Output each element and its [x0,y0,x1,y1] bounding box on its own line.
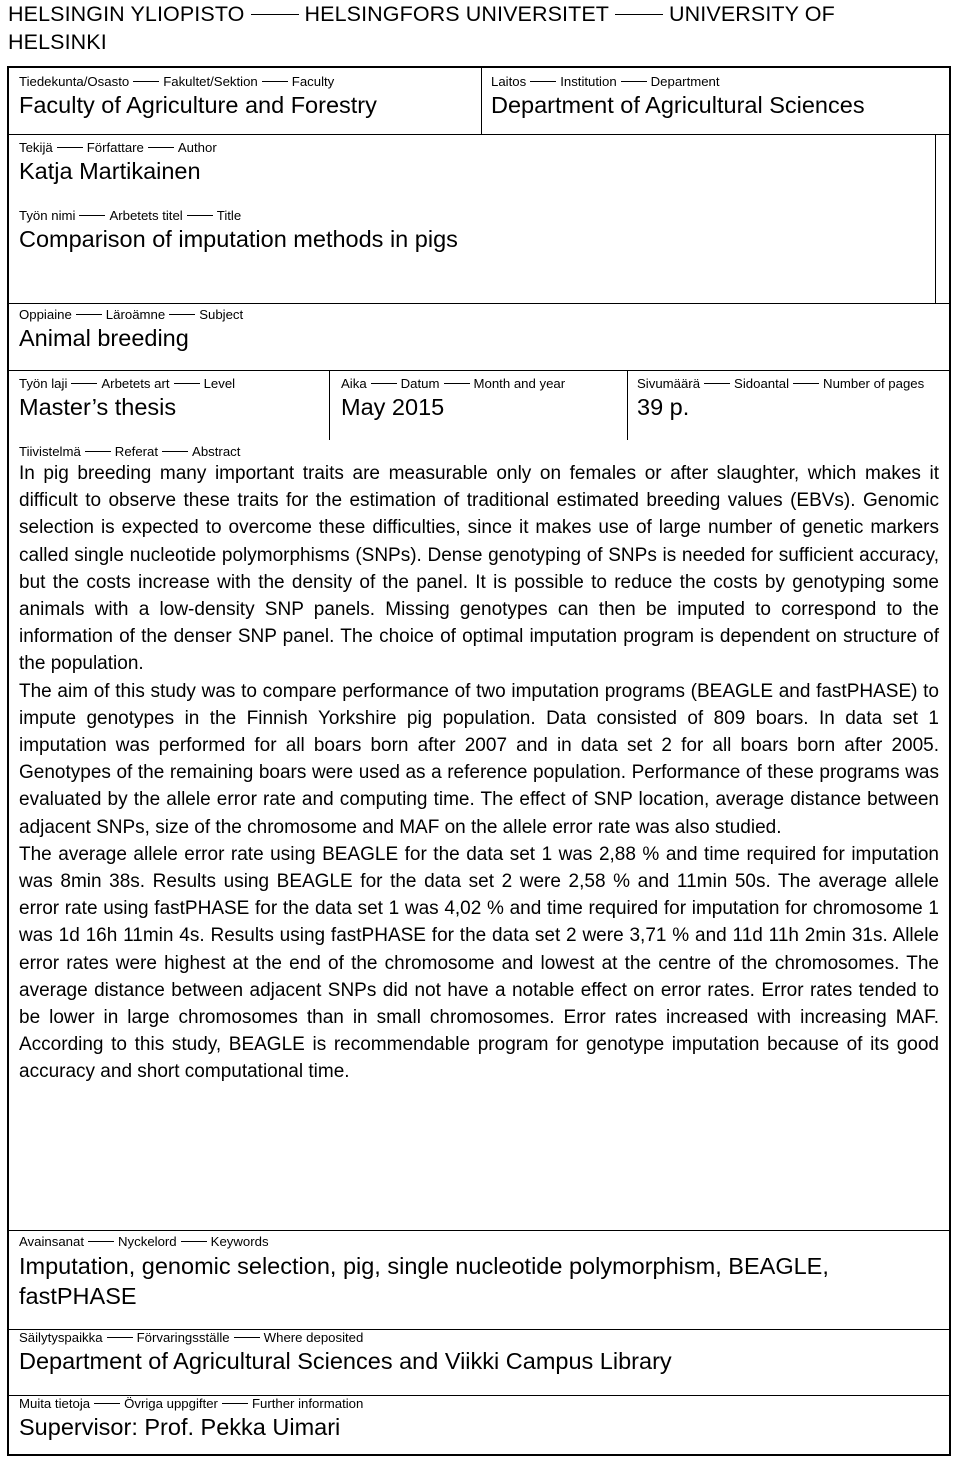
subject-label: Oppiaine Läroämne Subject [19,307,244,322]
department-label: Laitos Institution Department [491,74,720,89]
abstract-label: Tiivistelmä Referat Abstract [19,444,241,459]
abstract-body [19,460,939,1086]
divider [9,1230,949,1231]
keywords-value: Imputation, genomic selection, pig, single nucleotide polymorphism, BEAGLE, fastPHASE [19,1253,829,1309]
dash-separator [251,14,299,15]
divider [9,134,949,135]
divider [481,68,482,134]
level-value: Master’s thesis [19,394,177,420]
header-english: UNIVERSITY OF HELSINKI [8,2,835,54]
divider [9,303,949,304]
date-value: May 2015 [341,394,445,420]
keywords-label: Avainsanat Nyckelord Keywords [19,1234,269,1249]
author-value: Katja Martikainen [19,158,201,184]
faculty-value: Faculty of Agriculture and Forestry [19,92,377,118]
title-label: Työn nimi Arbetets titel Title [19,208,242,223]
header-swedish: HELSINGFORS UNIVERSITET [304,2,610,26]
pages-label: Sivumäärä Sidoantal Number of pages [637,376,925,391]
further-info-label: Muita tietoja Övriga uppgifter Further information [19,1396,364,1411]
date-label: Aika Datum Month and year [341,376,566,391]
author-label: Tekijä Författare Author [19,140,217,155]
deposited-label: Säilytyspaikka Förvaringsställe Where deposited [19,1330,364,1345]
divider [627,370,628,440]
abstract-paragraph: The aim of this study was to compare performance of two imputation programs (BEAGLE and fastPHASE) to impute genotypes in the Finnish Yorkshire pig population. Data consisted of 809 boars. In data set 1 imputation was performed for all boars born after 2007 and in data set 2 for all boars born after 2005. Genotypes of the remaining boars were used as a reference population. Performance of these programs was evaluated by the allele error rate and computing time. The effect of SNP location, average distance between adjacent SNPs, size of the chromosome and MAF on the allele error rate was also studied. [19,680,939,838]
abstract-paragraph: The average allele error rate using BEAGLE for the data set 1 was 2,88 % and time required for imputation was 8min 38s. Results using BEAGLE for the data set 2 were 2,58 % and 11min 50s. The average allele error rate using fastPHASE for the data set 1 was 4,02 % and time required for imputation for chromosome 1 was 1d 16h 11min 4s. Results using fastPHASE for the data set 2 were 3,71 % and 11d 11h 2min 31s. Allele error rates were highest at the end of the chromosome and lowest at the centre of the chromosomes. The average distance between adjacent SNPs did not have a notable effect on error rates. Error rates tended to be lower in large chromosomes than in small chromosomes. Error rates increased with increasing MAF. According to this study, BEAGLE is recommendable program for genotype imputation because of its good accuracy and short computational time. [19,843,939,1083]
title-value: Comparison of imputation methods in pigs [19,226,458,252]
level-label: Työn laji Arbetets art Level [19,376,236,391]
deposited-value: Department of Agricultural Sciences and Viikki Campus Library [19,1348,672,1374]
subject-value: Animal breeding [19,325,189,351]
faculty-label: Tiedekunta/Osasto Fakultet/Sektion Faculty [19,74,335,89]
divider [9,370,949,371]
header-finnish: HELSINGIN YLIOPISTO [8,2,245,26]
dash-separator [615,14,663,15]
pages-value: 39 p. [637,394,690,420]
department-value: Department of Agricultural Sciences [491,92,865,118]
further-info-value: Supervisor: Prof. Pekka Uimari [19,1414,341,1440]
divider [935,134,936,303]
abstract-paragraph: In pig breeding many important traits are measurable only on females or after slaughter, which makes it difficult to observe these traits for the estimation of traditional estimated breeding values (EBVs). Genomic selection is expected to overcome these difficulties, since it makes use of large number of genetic markers called single nucleotide polymorphisms (SNPs). Dense genotyping of SNPs is needed for sufficient accuracy, but the costs increase with the density of the panel. It is possible to reduce the costs by genotyping some animals with a low-density SNP panels. Missing genotypes can then be imputed to correspond to the information of the denser SNP panel. The choice of optimal imputation program is dependent on structure of the population. [19,463,939,675]
thesis-abstract-form [7,66,951,1456]
divider [329,370,330,440]
university-header [8,0,938,56]
